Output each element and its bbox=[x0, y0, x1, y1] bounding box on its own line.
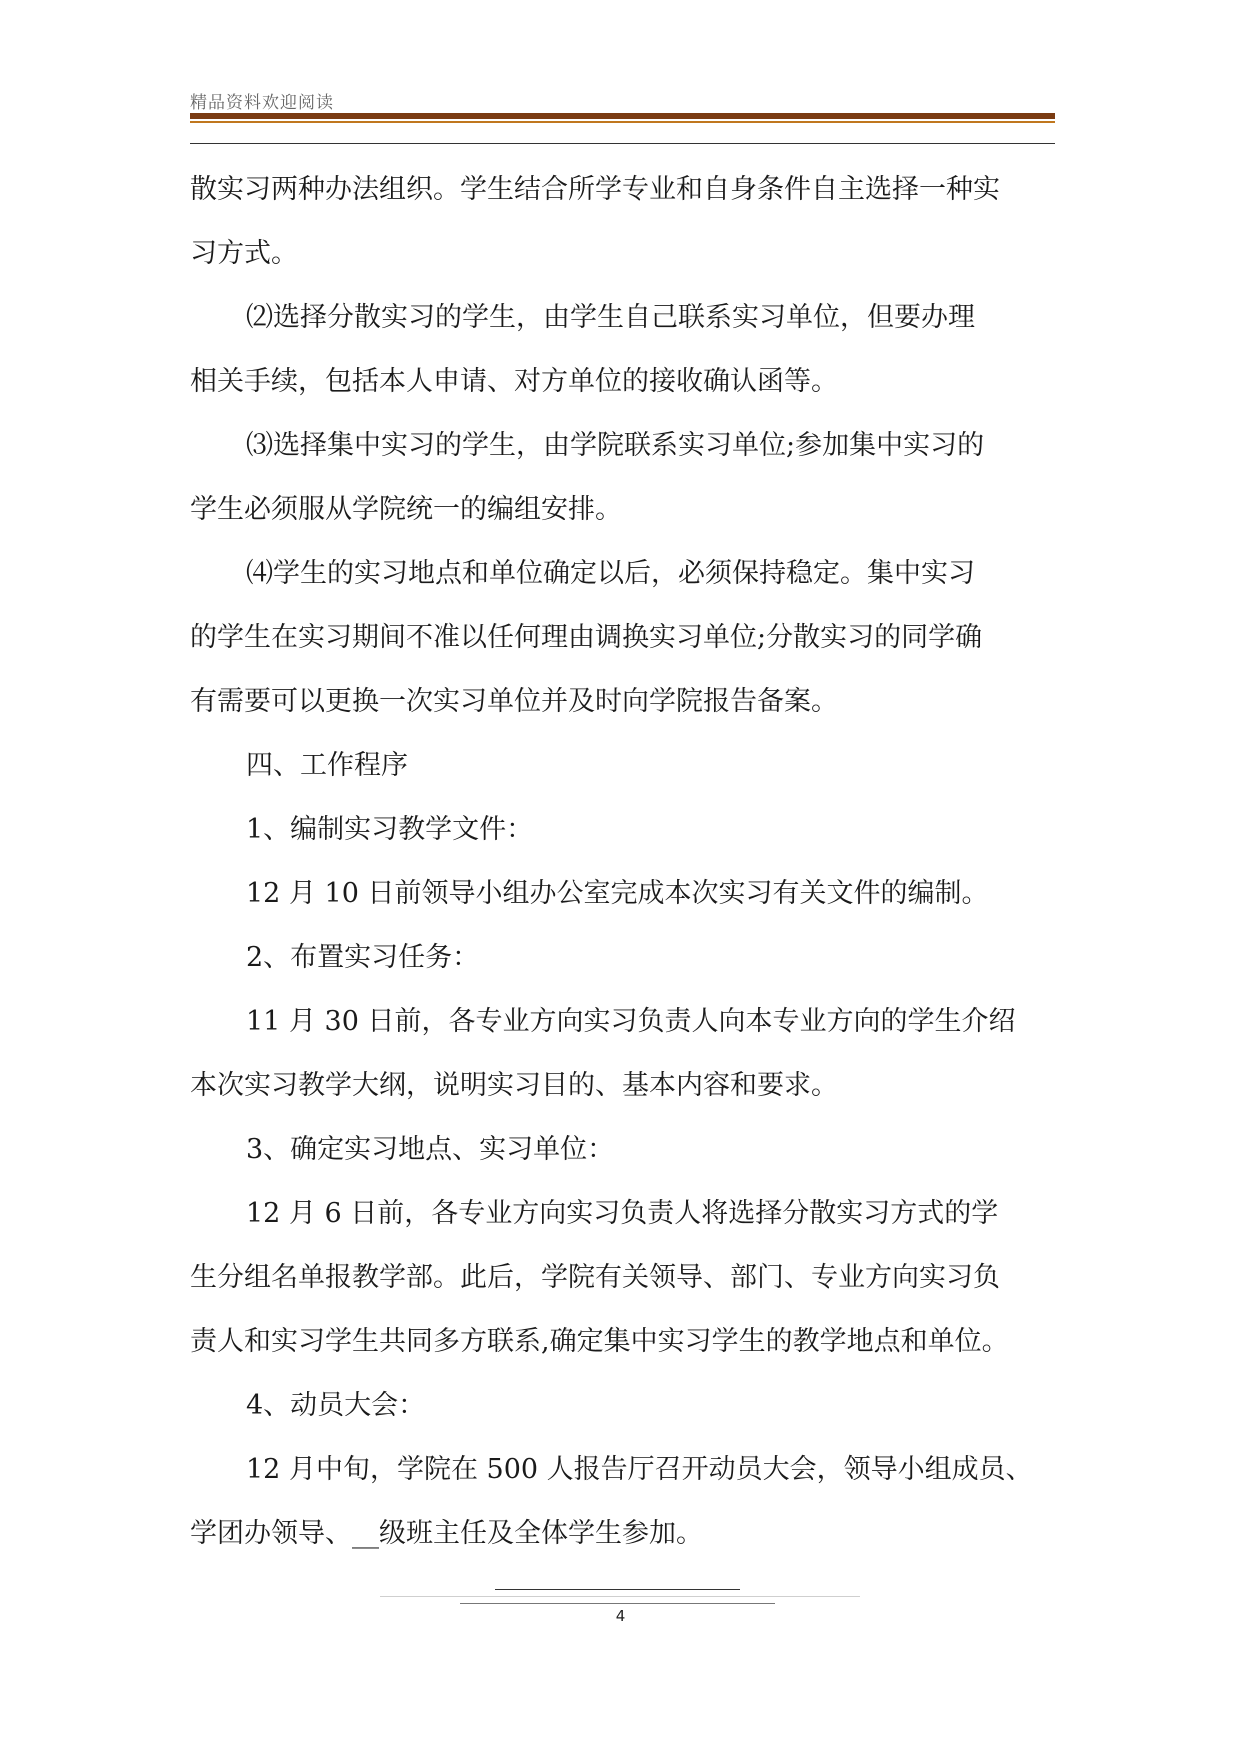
body-line: 12 月 10 日前领导小组办公室完成本次实习有关文件的编制。 bbox=[246, 878, 989, 909]
body-line: ⑵选择分散实习的学生，由学生自己联系实习单位，但要办理 bbox=[246, 302, 975, 333]
subsection-heading: 1、编制实习教学文件： bbox=[246, 814, 534, 845]
body-line: 的学生在实习期间不准以任何理由调换实习单位;分散实习的同学确 bbox=[190, 622, 983, 653]
body-line: 12 月中旬，学院在 500 人报告厅召开动员大会，领导小组成员、 bbox=[246, 1454, 1033, 1485]
body-line: ⑷学生的实习地点和单位确定以后，必须保持稳定。集中实习 bbox=[246, 558, 975, 589]
subsection-heading: 2、布置实习任务： bbox=[246, 942, 480, 973]
header-rule-bottom bbox=[190, 143, 1055, 144]
body-line: 学生必须服从学院统一的编组安排。 bbox=[190, 494, 622, 525]
body-line: 相关手续，包括本人申请、对方单位的接收确认函等。 bbox=[190, 366, 838, 397]
section-heading: 四、工作程序 bbox=[246, 750, 408, 781]
footer-rule bbox=[460, 1603, 775, 1604]
subsection-heading: 4、动员大会： bbox=[246, 1390, 426, 1421]
body-line: 责人和实习学生共同多方联系,确定集中实习学生的教学地点和单位。 bbox=[190, 1326, 1009, 1357]
page-header-text: 精品资料欢迎阅读 bbox=[190, 93, 334, 113]
header-rule-thick bbox=[190, 113, 1055, 119]
body-line: 11 月 30 日前，各专业方向实习负责人向本专业方向的学生介绍 bbox=[246, 1006, 1016, 1037]
body-line: 学团办领导、__级班主任及全体学生参加。 bbox=[190, 1518, 703, 1549]
body-line: ⑶选择集中实习的学生，由学院联系实习单位;参加集中实习的 bbox=[246, 430, 985, 461]
body-line: 有需要可以更换一次实习单位并及时向学院报告备案。 bbox=[190, 686, 838, 717]
body-line: 12 月 6 日前，各专业方向实习负责人将选择分散实习方式的学 bbox=[246, 1198, 999, 1229]
body-line: 本次实习教学大纲，说明实习目的、基本内容和要求。 bbox=[190, 1070, 838, 1101]
body-line: 习方式。 bbox=[190, 238, 298, 269]
body-line: 散实习两种办法组织。学生结合所学专业和自身条件自主选择一种实 bbox=[190, 174, 1000, 205]
page-number: 4 bbox=[615, 1607, 626, 1625]
footer-rule bbox=[380, 1596, 860, 1597]
subsection-heading: 3、确定实习地点、实习单位： bbox=[246, 1134, 615, 1165]
body-line: 生分组名单报教学部。此后，学院有关领导、部门、专业方向实习负 bbox=[190, 1262, 1000, 1293]
header-rule-thin bbox=[190, 121, 1055, 123]
document-body bbox=[190, 158, 1060, 1566]
footer-rule bbox=[495, 1589, 740, 1590]
